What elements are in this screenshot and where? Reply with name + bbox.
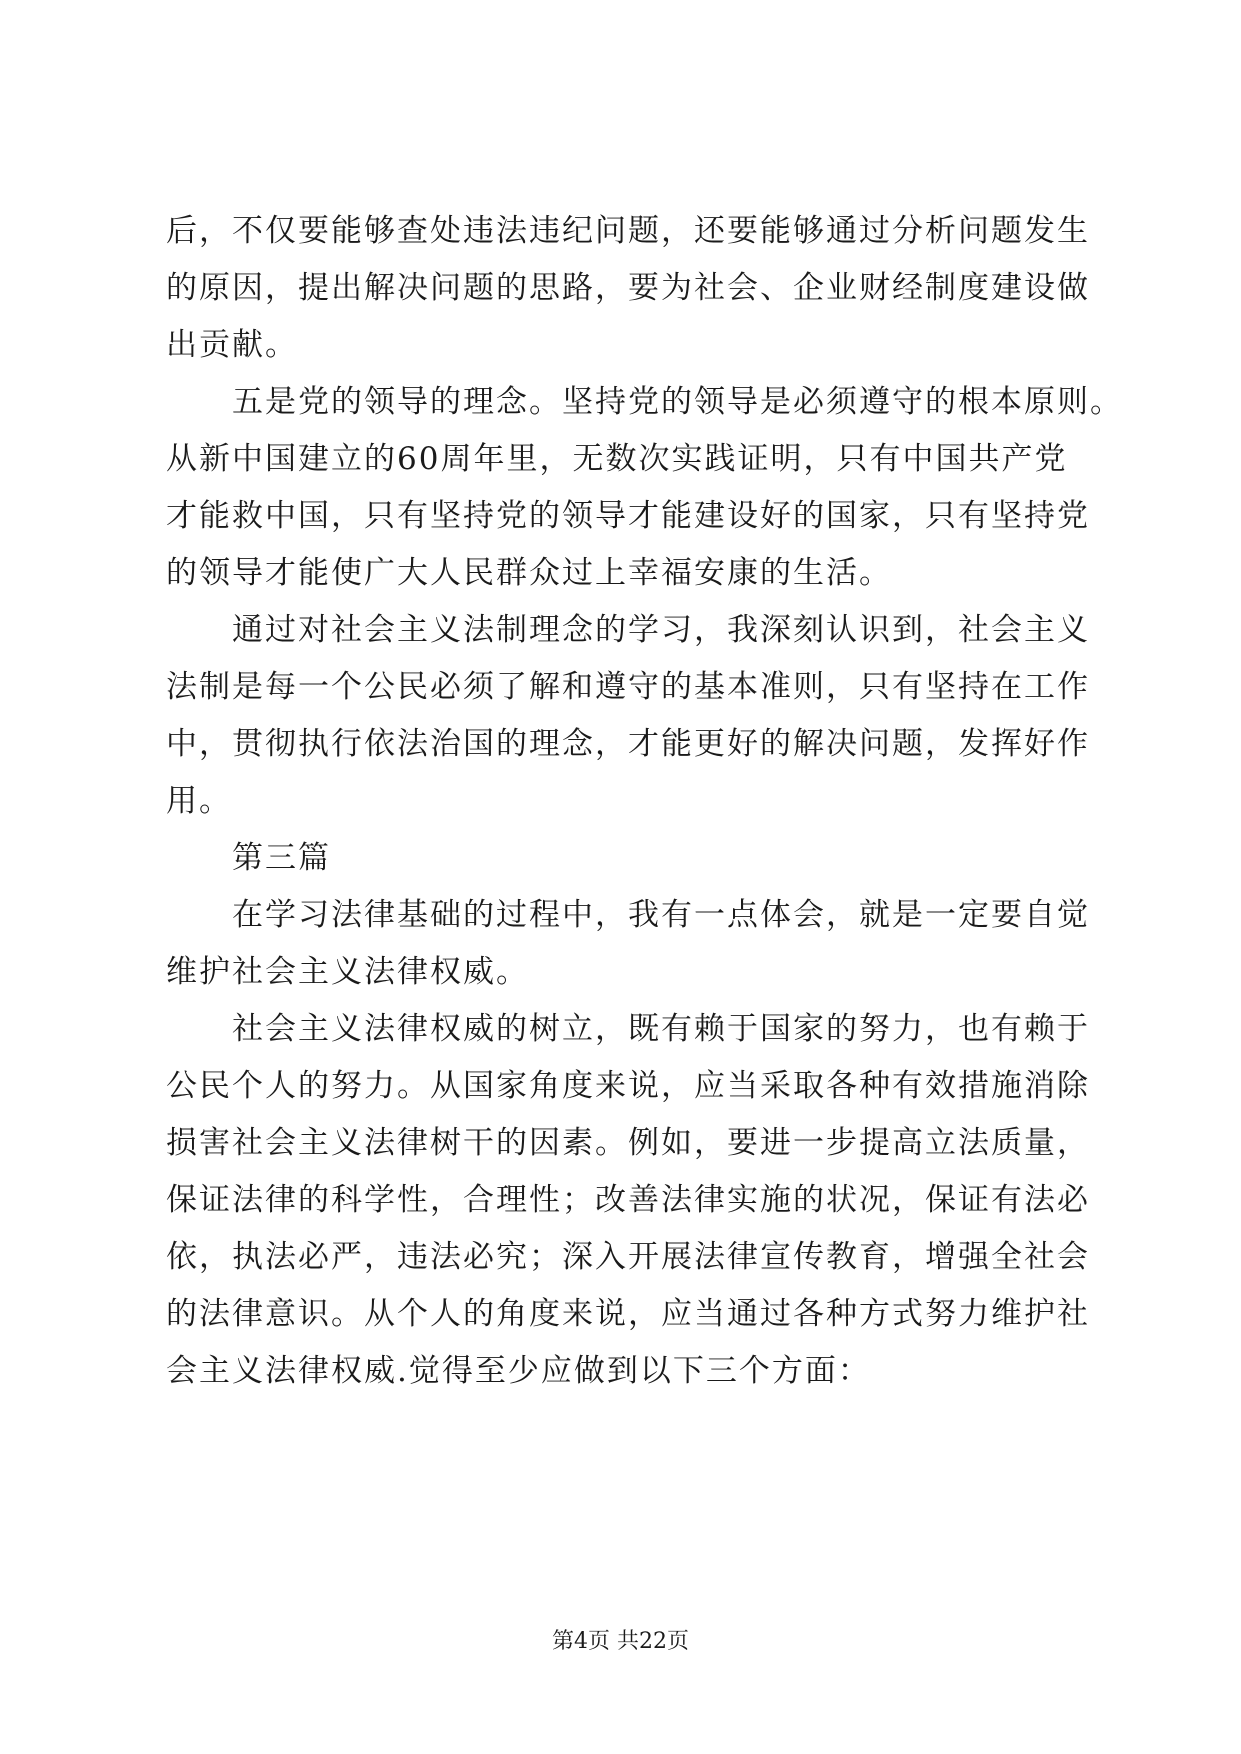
text-line: 的法律意识。从个人的角度来说，应当通过各种方式努力维护社 xyxy=(166,1296,1090,1332)
text-line: 依，执法必严，违法必究；深入开展法律宣传教育，增强全社会 xyxy=(166,1239,1090,1275)
text-line: 法制是每一个公民必须了解和遵守的基本准则，只有坚持在工作 xyxy=(166,669,1090,705)
text-line: 维护社会主义法律权威。 xyxy=(166,954,529,990)
text-line: 才能救中国，只有坚持党的领导才能建设好的国家，只有坚持党 xyxy=(166,498,1090,534)
text-line: 中，贯彻执行依法治国的理念，才能更好的解决问题，发挥好作 xyxy=(166,726,1090,762)
text-line: 在学习法律基础的过程中，我有一点体会，就是一定要自觉 xyxy=(232,897,1090,933)
text-line: 会主义法律权威.觉得至少应做到以下三个方面： xyxy=(166,1353,871,1389)
page-footer: 第4页 共22页 xyxy=(552,1629,689,1654)
section-heading: 第三篇 xyxy=(232,840,331,876)
text-line: 通过对社会主义法制理念的学习，我深刻认识到，社会主义 xyxy=(232,612,1090,648)
text-line: 公民个人的努力。从国家角度来说，应当采取各种有效措施消除 xyxy=(166,1068,1090,1104)
text-line: 的原因，提出解决问题的思路，要为社会、企业财经制度建设做 xyxy=(166,270,1090,306)
text-line: 从新中国建立的60周年里，无数次实践证明，只有中国共产党 xyxy=(166,441,1068,477)
text-line: 社会主义法律权威的树立，既有赖于国家的努力，也有赖于 xyxy=(232,1011,1090,1047)
text-line: 的领导才能使广大人民群众过上幸福安康的生活。 xyxy=(166,555,892,591)
text-line: 五是党的领导的理念。坚持党的领导是必须遵守的根本原则。 xyxy=(232,384,1123,420)
text-line: 用。 xyxy=(166,783,232,819)
text-line: 保证法律的科学性，合理性；改善法律实施的状况，保证有法必 xyxy=(166,1182,1090,1218)
text-line: 损害社会主义法律树干的因素。例如，要进一步提高立法质量， xyxy=(166,1125,1090,1161)
text-line: 出贡献。 xyxy=(166,327,298,363)
text-line: 后，不仅要能够查处违法违纪问题，还要能够通过分析问题发生 xyxy=(166,213,1090,249)
